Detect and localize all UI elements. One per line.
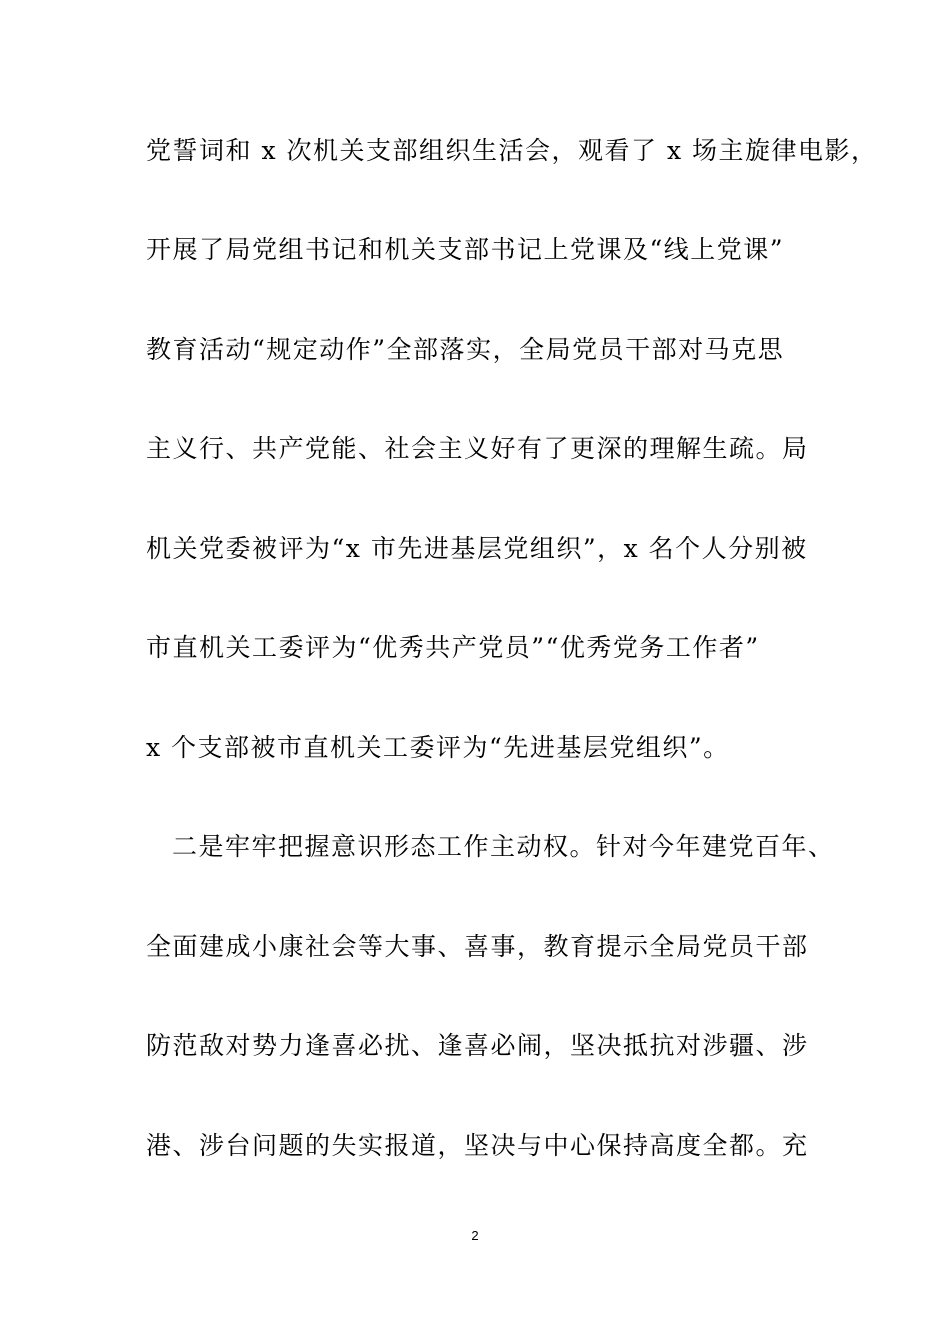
text-line-5: 机关党委被评为“x 市先进基层党组织”，x 名个人分别被	[146, 534, 808, 563]
text-line-7: x 个支部被市直机关工委评为“先进基层党组织”。	[146, 733, 730, 762]
text-line-3: 教育活动“规定动作”全部落实，全局党员干部对马克思	[146, 335, 785, 364]
page-number: 2	[471, 1228, 479, 1243]
text-line-2: 开展了局党组书记和机关支部书记上党课及“线上党课”	[146, 235, 785, 264]
paragraph-start-line: 二是牢牢把握意识形态工作主动权。针对今年建党百年、	[172, 832, 835, 861]
text-line-4: 主义行、共产党能、社会主义好有了更深的理解生疏。局	[146, 434, 809, 463]
text-line-6: 市直机关工委评为“优秀共产党员”“优秀党务工作者”	[146, 633, 760, 662]
text-line-10: 防范敌对势力逢喜必扰、逢喜必闹，坚决抵抗对涉疆、涉	[146, 1031, 809, 1060]
text-line-9: 全面建成小康社会等大事、喜事，教育提示全局党员干部	[146, 932, 809, 961]
text-line-11: 港、涉台问题的失实报道，坚决与中心保持高度全都。充	[146, 1131, 809, 1160]
text-line-1: 党誓词和 x 次机关支部组织生活会，观看了 x 场主旋律电影，	[146, 136, 878, 165]
